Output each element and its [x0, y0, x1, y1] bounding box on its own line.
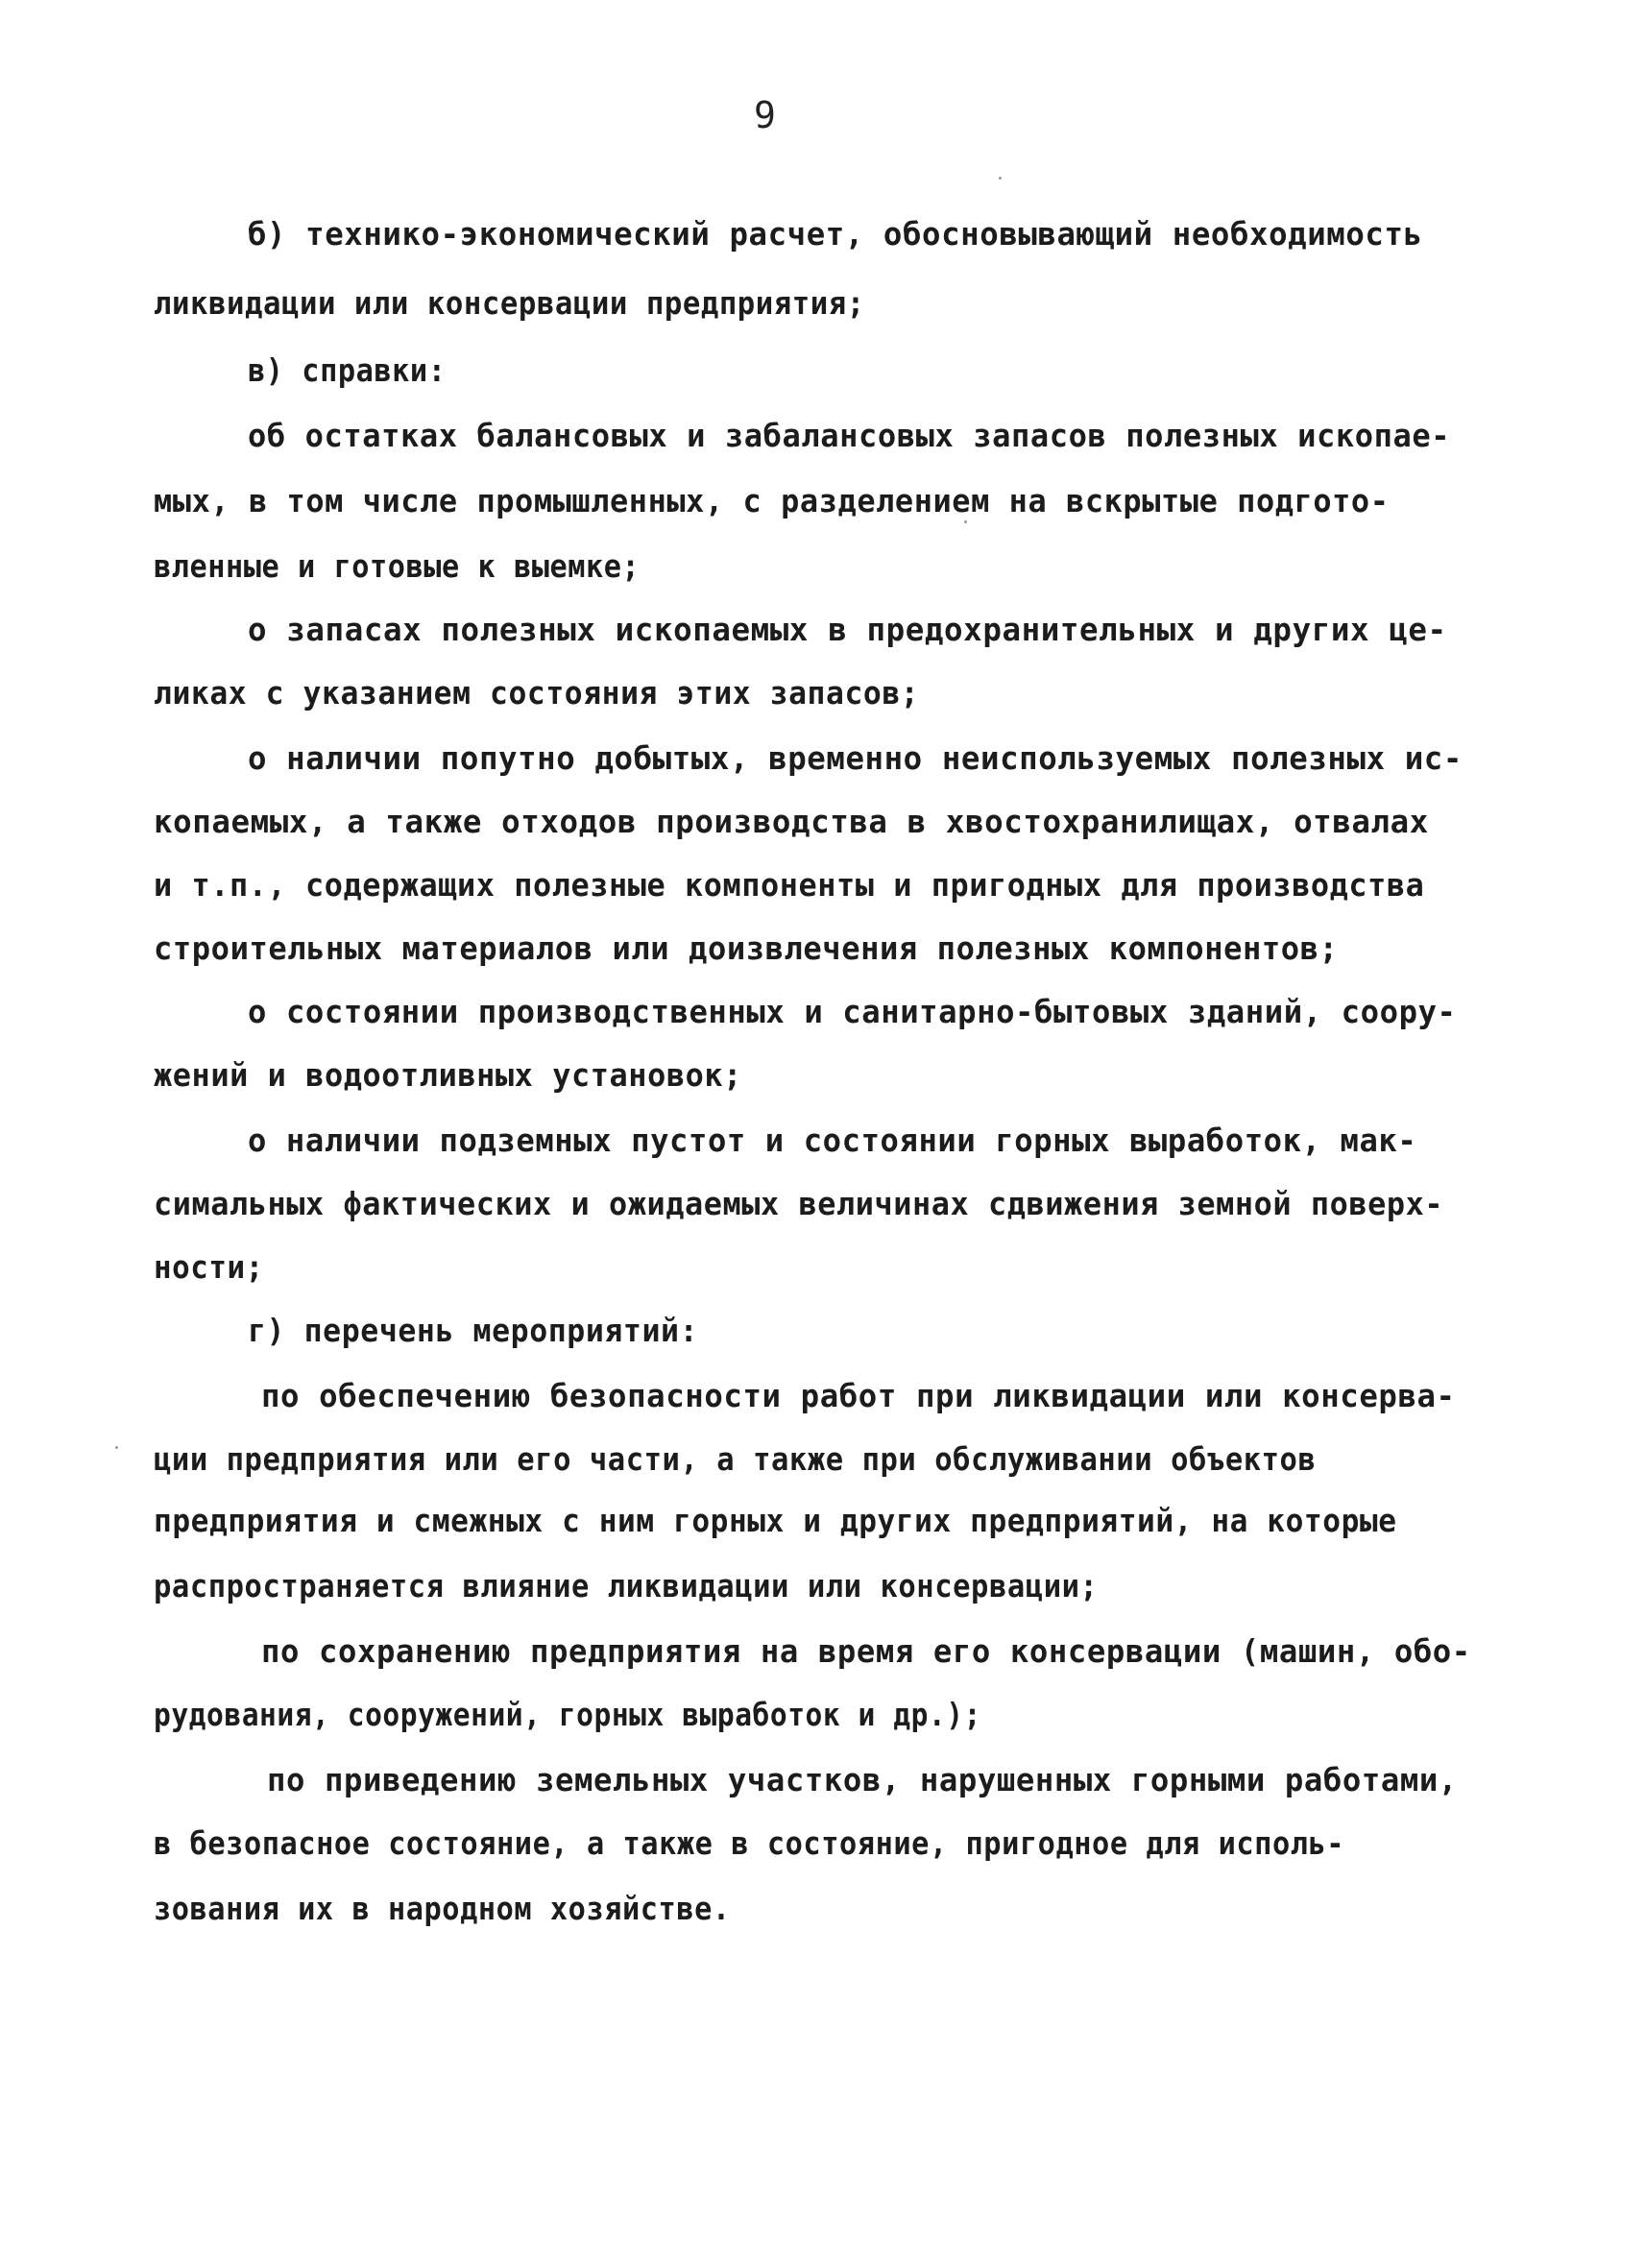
text-line: и т.п., содержащих полезные компоненты и пригодных для производства	[154, 866, 1425, 904]
text-line: о состоянии производственных и санитарно-бытовых зданий, соору-	[248, 993, 1457, 1030]
text-line: ликах с указанием состояния этих запасов;	[154, 674, 920, 712]
text-line: зования их в народном хозяйстве.	[154, 1890, 731, 1927]
text-line: распространяется влияние ликвидации или консервации;	[154, 1567, 1099, 1604]
page-number: 9	[754, 94, 776, 136]
text-line: г) перечень мероприятий:	[248, 1312, 699, 1349]
text-line: предприятия и смежных с ним горных и других предприятий, на которые	[154, 1502, 1397, 1539]
text-line: по сохранению предприятия на время его консервации (машин, обо-	[261, 1632, 1471, 1670]
text-line: мых, в том числе промышленных, с разделением на вскрытые подгото-	[154, 482, 1390, 519]
text-line: о запасах полезных ископаемых в предохранительных и других це-	[248, 611, 1447, 648]
text-line: ликвидации или консервации предприятия;	[154, 284, 865, 322]
text-line: о наличии подземных пустот и состоянии горных выработок, мак-	[248, 1122, 1417, 1159]
text-line: о наличии попутно добытых, временно неиспользуемых полезных ис-	[248, 739, 1463, 777]
text-line: симальных фактических и ожидаемых величинах сдвижения земной поверх-	[154, 1185, 1444, 1222]
text-line: об остатках балансовых и забалансовых запасов полезных ископае-	[248, 417, 1451, 454]
text-line: вленные и готовые к выемке;	[154, 547, 641, 585]
text-line: копаемых, а также отходов производства в хвостохранилищах, отвалах	[154, 803, 1429, 840]
scan-speck	[964, 520, 967, 523]
text-line: в) справки:	[248, 351, 447, 389]
text-line: рудования, сооружений, горных выработок и др.);	[154, 1696, 981, 1733]
text-line: ции предприятия или его части, а также при обслуживании объектов	[154, 1440, 1317, 1478]
text-line: по обеспечению безопасности работ при ликвидации или консерва-	[261, 1377, 1456, 1414]
text-line: в безопасное состояние, а также в состояние, пригодное для исполь-	[154, 1824, 1345, 1862]
text-line: по приведению земельных участков, нарушенных горными работами,	[267, 1761, 1458, 1798]
text-line: жений и водоотливных установок;	[154, 1056, 742, 1094]
text-line: б) технико-экономический расчет, обосновывающий необходимость	[248, 215, 1423, 253]
scan-speck	[115, 1446, 118, 1449]
text-line: строительных материалов или доизвлечения полезных компонентов;	[154, 929, 1339, 967]
text-line: ности;	[154, 1248, 264, 1286]
scan-speck	[999, 177, 1002, 180]
